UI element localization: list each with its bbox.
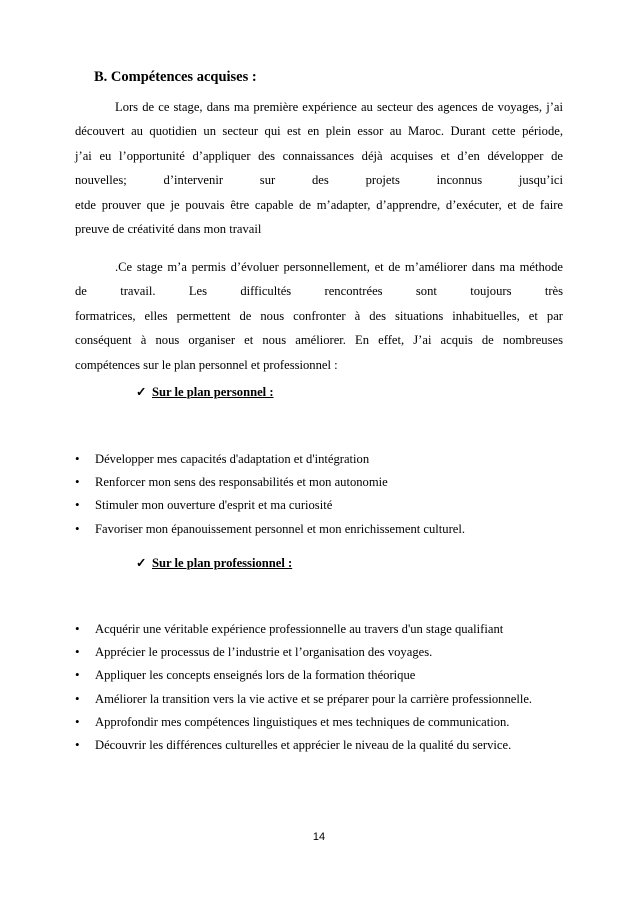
list-item-text: Améliorer la transition vers la vie active et se préparer pour la carrière professionnelle. <box>95 691 533 706</box>
list-item <box>75 640 532 663</box>
list-item-text: Stimuler mon ouverture d'esprit et ma curiosité <box>95 498 333 513</box>
professional-skills-list <box>75 617 532 756</box>
paragraph-line: compétences sur le plan personnel et professionnel : <box>75 357 338 372</box>
list-item-text: Découvrir les différences culturelles et apprécier le niveau de la qualité du service. <box>95 737 512 752</box>
bullet-icon: • <box>75 690 80 706</box>
bullet-icon: • <box>75 736 80 752</box>
bullet-icon: • <box>75 520 80 536</box>
paragraph-line: .Ce stage m’a permis d’évoluer personnellement, et de m’améliorer dans ma méthode <box>115 260 563 274</box>
subheading-label: Sur le plan personnel : <box>152 385 274 399</box>
list-item <box>75 663 532 686</box>
bullet-icon: • <box>75 713 80 729</box>
checkmark-icon: ✓ <box>136 385 147 399</box>
section-heading: B. Compétences acquises : <box>94 69 257 85</box>
paragraph-line: conséquent à nous organiser et nous améliorer. En effet, J’ai acquis de nombreuses <box>75 333 563 348</box>
paragraph-line: nouvelles; d’intervenir sur des projets inconnus jusqu’ici <box>75 173 563 188</box>
list-item <box>75 687 532 710</box>
subheading-label: Sur le plan professionnel : <box>152 556 293 570</box>
list-item-text: Appliquer les concepts enseignés lors de la formation théorique <box>95 668 416 683</box>
bullet-icon: • <box>75 621 80 636</box>
paragraph-experience <box>75 255 563 377</box>
list-item-text: Apprécier le processus de l’industrie et l’organisation des voyages. <box>95 645 433 660</box>
list-item <box>75 710 532 733</box>
list-item-text: Développer mes capacités d'adaptation et d'intégration <box>95 452 370 466</box>
list-item-text: Renforcer mon sens des responsabilités et mon autonomie <box>95 475 388 490</box>
bullet-icon: • <box>75 451 80 466</box>
paragraph-line: de travail. Les difficultés rencontrées sont toujours très <box>75 284 563 299</box>
list-item <box>75 517 465 540</box>
paragraph-line: j’ai eu l’opportunité d’appliquer des connaissances déjà acquises et d’en développer de <box>75 148 563 163</box>
list-item <box>75 447 465 470</box>
paragraph-line: Lors de ce stage, dans ma première expérience au secteur des agences de voyages, j’ai <box>115 100 563 114</box>
list-item-text: Favoriser mon épanouissement personnel et mon enrichissement culturel. <box>95 521 466 536</box>
list-item <box>75 493 465 516</box>
checkmark-icon: ✓ <box>136 556 147 570</box>
page-number: 14 <box>312 831 326 843</box>
bullet-icon: • <box>75 644 80 660</box>
bullet-icon: • <box>75 474 80 490</box>
subheading-personal <box>136 384 274 400</box>
paragraph-line: formatrices, elles permettent de nous confronter à des situations inhabituelles, et par <box>75 308 563 323</box>
bullet-icon: • <box>75 667 80 683</box>
paragraph-line: preuve de créativité dans mon travail <box>75 222 262 237</box>
list-item <box>75 733 532 756</box>
paragraph-intro <box>75 95 563 241</box>
list-item <box>75 617 532 640</box>
bullet-icon: • <box>75 497 80 513</box>
list-item <box>75 470 465 493</box>
list-item-text: Approfondir mes compétences linguistiques et mes techniques de communication. <box>95 714 510 729</box>
list-item-text: Acquérir une véritable expérience professionnelle au travers d'un stage qualifiant <box>95 622 504 636</box>
subheading-professional <box>136 555 292 571</box>
paragraph-line: etde prouver que je pouvais être capable de m’adapter, d’apprendre, d’exécuter, et de faire <box>75 197 563 212</box>
personal-skills-list <box>75 447 465 540</box>
paragraph-line: découvert au quotidien un secteur qui est en plein essor au Maroc. Durant cette période, <box>75 124 563 139</box>
